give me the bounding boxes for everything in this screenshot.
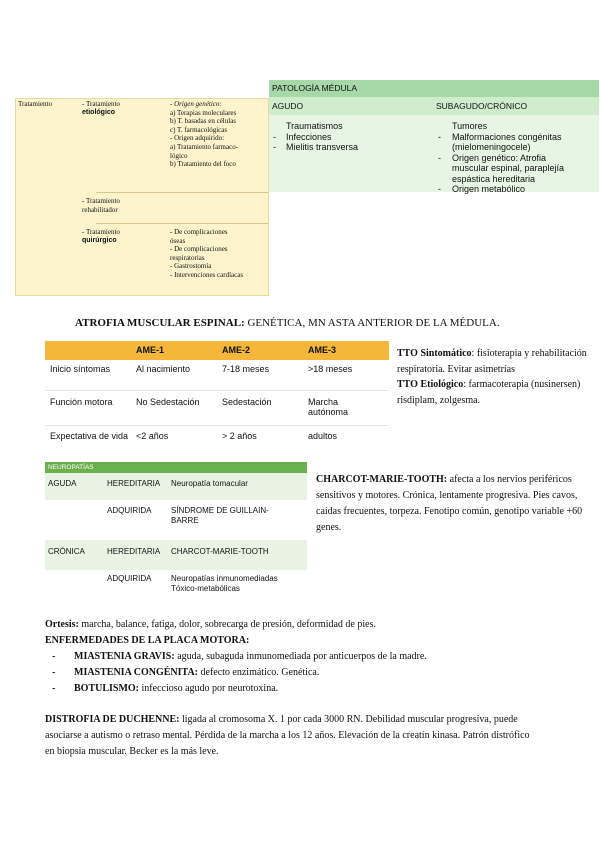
motor-plate-item: - MIASTENIA CONGÉNITA: defecto enzimático. Genética. [45,665,595,681]
motor-plate-section [45,633,595,697]
sma-cell: Marcha autónoma [308,397,349,417]
sma-row [45,360,389,391]
spinal-pathology-title: PATOLOGÍA MÉDULA [269,80,599,97]
sma-cell: adultos [308,431,338,441]
subacute-item: - Origen genético: Atrofia [438,152,547,163]
etiologic-line2: etiológico [82,109,116,116]
row-divider [96,192,268,193]
surgical-item: - De complicaciones [170,245,228,254]
cmt-description [316,472,598,536]
neuro-origin: ADQUIRIDA [107,574,152,583]
sma-cell: > 2 años [222,431,257,441]
sma-treatment [397,346,597,408]
neuro-onset: CRÓNICA [48,547,85,556]
sma-row-label: Inicio síntomas [50,364,111,374]
neuropathies-table [45,462,307,604]
duchenne-text: ligada al cromosoma X. 1 por cada 3000 RN. Debilidad muscular progresiva, puede asociarse a autismo o retraso mental. Pérdida de la marcha a los 12 años. Elevación de la creatín kinasa. Patrón distrófico en biopsia muscular. Becker es la más leve. [45,714,530,757]
etiologic-item: - Origen genético: [170,100,222,108]
sma-title [75,317,500,329]
neuro-row [45,540,307,570]
motor-plate-item: - MIASTENIA GRAVIS: aguda, subaguda inmunomediada por anticuerpos de la madre. [45,649,595,665]
orthosis-text: marcha, balance, fatiga, dolor, sobrecarga de presión, deformidad de pies. [81,619,376,630]
orthosis-label: Ortesis: [45,619,79,630]
subacute-item: Tumores [452,121,488,131]
cmt-label: CHARCOT-MARIE-TOOTH: [316,474,448,485]
subacute-header: SUBAGUDO/CRÓNICO [436,101,528,111]
cmt-text: afecta a los nervios periféricos sensitivos y motores. Crónica, lentamente progresiva. Pies cavos, caídas frecuentes, torpeza. Fenotipo común, genotipo variable +60 genes. [316,474,583,533]
sma-title-bold: ATROFIA MUSCULAR ESPINAL: [75,317,245,329]
surgical-item: óseas [170,236,186,245]
spinal-pathology-body [269,115,599,192]
duchenne [45,712,537,760]
neuropathies-title: NEUROPATÍAS [45,462,307,473]
neuro-origin: HEREDITARIA [107,479,161,488]
subacute-item: - Malformaciones congénitas [438,131,562,142]
surgical-line1: - Tratamiento [82,228,120,236]
rehab-line1: - Tratamiento [82,197,120,205]
sma-cell: 7-18 meses [222,364,270,374]
subacute-item: muscular espinal, paraplejía [452,163,565,173]
neuro-disease: SÍNDROME DE GUILLAIN-BARRE [171,506,269,525]
tto-symptomatic: TTO Sintomático: fisioterapia y rehabilitación respiratoria. Evitar asimetrías [397,348,587,375]
surgical-item: - Intervenciones cardíacas [170,270,244,279]
treatment-table [15,98,269,296]
sma-col-header: AME-3 [308,345,337,355]
etiologic-item: b) Tratamiento del foco [170,160,236,169]
etiologic-item: b) T. basadas en células [170,117,237,126]
acute-item: - Infecciones [273,131,332,142]
neuro-row [45,473,307,500]
etiologic-line1: - Tratamiento [82,100,120,108]
acute-header: AGUDO [272,101,304,111]
etiologic-item: a) Terapias moleculares [170,108,237,117]
row-divider [96,223,268,224]
sma-row-label: Función motora [50,397,113,407]
etiologic-item: c) T. farmacológicas [170,125,228,134]
neuro-disease: Neuropatía tomacular [171,479,248,488]
sma-cell: >18 meses [308,364,353,374]
sma-col-header: AME-2 [222,345,251,355]
motor-plate-title: ENFERMEDADES DE LA PLACA MOTORA: [45,635,250,646]
etiologic-items [170,100,238,169]
surgical-item: respiratorias [170,253,205,262]
sma-row [45,391,389,426]
sma-cell: No Sedestación [136,397,200,407]
rehab-line2: rehabilitador [82,206,118,214]
duchenne-label: DISTROFIA DE DUCHENNE: [45,714,180,725]
acute-item: - Mielitis transversa [273,142,359,152]
neuro-origin: ADQUIRIDA [107,506,152,515]
sma-col-header: AME-1 [136,345,165,355]
motor-plate-item: - BOTULISMO: infeccioso agudo por neurotoxina. [45,681,595,697]
acute-item: Traumatismos [286,121,343,131]
neuro-row [45,570,307,604]
subacute-item: - Origen metabólico [438,184,526,194]
sma-table [45,341,389,457]
neuro-row [45,500,307,540]
spinal-pathology-headers [269,97,599,115]
treatment-label: Tratamiento [18,100,52,108]
subacute-item: espástica hereditaria [452,173,536,184]
surgical-item: - De complicaciones [170,228,228,236]
neuro-disease: Neuropatías inmunomediadas Tóxico-metabólicas [171,574,278,593]
neuro-onset: AGUDA [48,479,77,488]
neuro-origin: HEREDITARIA [107,547,161,556]
surgical-items [170,228,243,280]
sma-row-label: Expectativa de vida [50,431,129,441]
subacute-list [436,121,596,195]
spinal-pathology-table [269,80,599,192]
sma-cell: Sedestación [222,397,272,407]
orthosis [45,617,595,633]
etiologic-item: lógico [170,151,188,160]
etiologic-item: - Origen adquirido: [170,134,225,143]
neuro-disease: CHARCOT-MARIE-TOOTH [171,547,269,556]
etiologic-item: a) Tratamiento farmaco- [170,142,239,151]
acute-list [269,121,429,153]
subacute-item: (mielomeningocele) [452,142,531,152]
surgical-line2: quirúrgico [82,237,117,244]
surgical-item: - Gastrostomía [170,262,212,271]
motor-plate-list [45,649,595,697]
sma-row [45,426,389,456]
sma-title-rest: GENÉTICA, MN ASTA ANTERIOR DE LA MÉDULA. [247,317,500,329]
sma-header-row [45,341,389,360]
sma-cell: Al nacimiento [136,364,191,374]
tto-etiologic: TTO Etiológico: farmacoterapia (nusinersen) risdiplam, zolgesma. [397,379,581,406]
sma-cell: <2 años [136,431,169,441]
